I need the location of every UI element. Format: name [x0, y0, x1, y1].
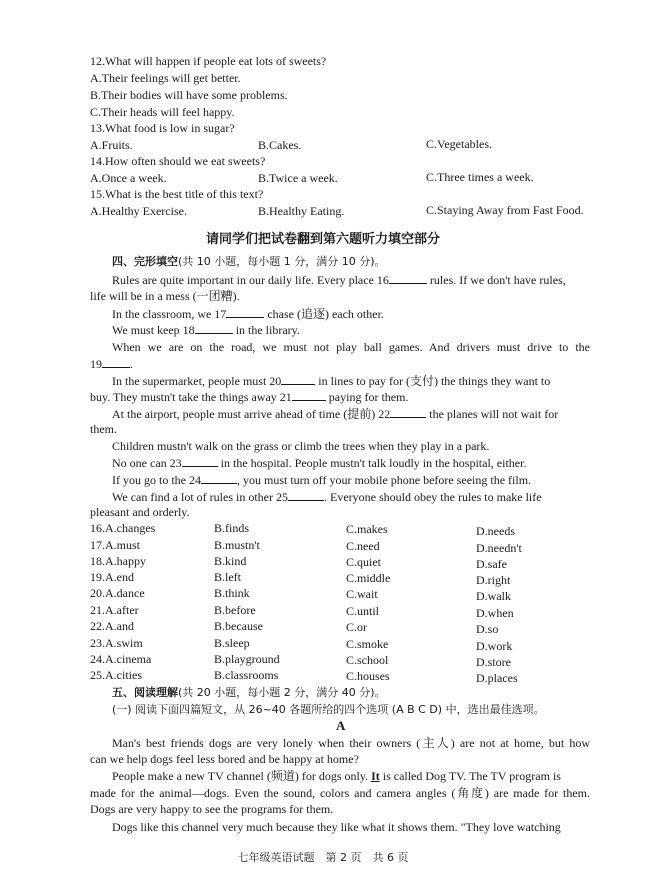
page-footer: 七年级英语试题 第 2 页 共 6 页 — [237, 851, 409, 864]
blank-21[interactable] — [292, 389, 326, 401]
opt-24d: D.store — [476, 655, 511, 669]
cloze-p2: In the classroom, we 17 chase (追逐) each other. — [112, 307, 384, 321]
q13-option-c: C.Vegetables. — [426, 137, 492, 151]
opt-19a: 19.A.end — [90, 570, 134, 584]
opt-22d: D.so — [476, 622, 499, 636]
q13-option-b: B.Cakes. — [258, 138, 302, 152]
cloze-p10-line2: pleasant and orderly. — [90, 505, 190, 519]
cloze-p6-line2: them. — [90, 422, 117, 436]
blank-20[interactable] — [281, 373, 315, 385]
opt-19d: D.right — [476, 573, 511, 587]
reading-p3-line1: Dogs like this channel very much because they like what it shows them. "They love watching — [112, 820, 561, 834]
blank-18[interactable] — [195, 322, 233, 334]
opt-18d: D.safe — [476, 557, 507, 571]
opt-17a: 17.A.must — [90, 538, 141, 552]
opt-25b: B.classrooms — [214, 668, 279, 682]
opt-24a: 24.A.cinema — [90, 652, 152, 666]
passage-a-label: A — [336, 718, 346, 733]
question-14: 14.How often should we eat sweets? — [90, 154, 266, 168]
section-5-score: (共 20 小题，每小题 2 分，满分 40 分)。 — [178, 686, 386, 699]
opt-23a: 23.A.swim — [90, 636, 143, 650]
blank-16[interactable] — [389, 272, 427, 284]
opt-18a: 18.A.happy — [90, 554, 146, 568]
opt-22c: C.or — [346, 620, 367, 634]
opt-17c: C.need — [346, 539, 380, 553]
opt-21b: B.before — [214, 603, 256, 617]
section-5-header — [112, 685, 386, 700]
reading-p2-line1: People make a new TV channel (频道) for dogs only. It is called Dog TV. The TV program is — [112, 769, 561, 783]
cloze-p10-line1: We can find a lot of rules in other 25 . Everyone should obey the rules to make life — [112, 490, 542, 504]
section-5-heading: 五、阅读理解 — [112, 686, 178, 699]
opt-25a: 25.A.cities — [90, 668, 142, 682]
reading-p2-line3: Dogs are very happy to see the programs for them. — [90, 802, 334, 816]
question-12: 12.What will happen if people eat lots of sweets? — [90, 54, 327, 68]
reading-p1-line1: Man's best friends dogs are very lonely when their owners (主人) are not at home, but how — [112, 736, 590, 750]
opt-20b: B.think — [214, 586, 250, 600]
section-4-heading: 四、完形填空 — [112, 255, 178, 268]
opt-23b: B.sleep — [214, 636, 250, 650]
opt-21a: 21.A.after — [90, 603, 139, 617]
q12-option-c: C.Their heads will feel happy. — [90, 105, 235, 119]
q14-option-b: B.Twice a week. — [258, 171, 338, 185]
opt-16b: B.finds — [214, 521, 250, 535]
question-15: 15.What is the best title of this text? — [90, 187, 264, 201]
blank-22[interactable] — [390, 406, 426, 418]
opt-22b: B.because — [214, 619, 263, 633]
cloze-p9: If you go to the 24 , you must turn off your mobile phone before seeing the film. — [112, 473, 532, 487]
cloze-p3: We must keep 18 in the library. — [112, 323, 300, 337]
opt-23c: C.smoke — [346, 637, 389, 651]
opt-20c: C.wait — [346, 587, 378, 601]
opt-18b: B.kind — [214, 554, 247, 568]
question-13: 13.What food is low in sugar? — [90, 121, 235, 135]
opt-20a: 20.A.dance — [90, 586, 145, 600]
turn-page-notice: 请同学们把试卷翻到第六题听力填空部分 — [205, 232, 440, 247]
q14-option-a: A.Once a week. — [90, 171, 167, 185]
opt-16a: 16.A.changes — [90, 521, 156, 535]
cloze-p1-line1: Rules are quite important in our daily life. Every place 16 rules. If we don't have rules, — [112, 273, 566, 287]
cloze-p4-line2: 19 . — [90, 357, 133, 371]
opt-17b: B.mustn't — [214, 538, 260, 552]
q15-option-c: C.Staying Away from Fast Food. — [426, 203, 584, 217]
opt-18c: C.quiet — [346, 555, 381, 569]
opt-25c: C.houses — [346, 669, 390, 683]
opt-21c: C.until — [346, 604, 380, 618]
opt-23d: D.work — [476, 639, 513, 653]
reading-p2-line2: made for the animal—dogs. Even the sound, colors and camera angles (角度) are made for them. — [90, 786, 590, 800]
opt-16d: D.needs — [476, 524, 515, 538]
opt-24b: B.playground — [214, 652, 280, 666]
cloze-p7: Children mustn't walk on the grass or climb the trees when they play in a park. — [112, 439, 490, 453]
opt-24c: C.school — [346, 653, 389, 667]
cloze-p1-line2: life will be in a mess (一团糟). — [90, 289, 240, 303]
opt-19c: C.middle — [346, 571, 391, 585]
opt-17d: D.needn't — [476, 541, 522, 555]
cloze-p4-line1: When we are on the road, we must not play ball games. And drivers must drive to the — [112, 340, 590, 354]
cloze-p5-line2: buy. They mustn't take the things away 21 paying for them. — [90, 390, 409, 404]
blank-24[interactable] — [201, 472, 237, 484]
opt-21d: D.when — [476, 606, 514, 620]
opt-20d: D.walk — [476, 589, 511, 603]
section-5-instruction: (一) 阅读下面四篇短文，从 26~40 各题所给的四个选项 (A B C D) 中，选出最佳选项。 — [112, 703, 545, 716]
q14-option-c: C.Three times a week. — [426, 170, 534, 184]
blank-25[interactable] — [288, 489, 324, 501]
cloze-p6-line1: At the airport, people must arrive ahead of time (提前) 22 the planes will not wait for — [112, 407, 559, 421]
q15-option-a: A.Healthy Exercise. — [90, 204, 187, 218]
section-4-header — [112, 254, 386, 269]
q12-option-a: A.Their feelings will get better. — [90, 71, 241, 85]
opt-22a: 22.A.and — [90, 619, 134, 633]
cloze-p8: No one can 23 in the hospital. People mustn't talk loudly in the hospital, either. — [112, 456, 527, 470]
opt-16c: C.makes — [346, 522, 388, 536]
blank-19[interactable] — [102, 356, 130, 368]
reading-p1-line2: can we help dogs feel less bored and be happy at home? — [90, 752, 359, 766]
q15-option-b: B.Healthy Eating. — [258, 204, 345, 218]
q13-option-a: A.Fruits. — [90, 138, 133, 152]
blank-17[interactable] — [226, 306, 264, 318]
opt-25d: D.places — [476, 671, 518, 685]
opt-19b: B.left — [214, 570, 241, 584]
blank-23[interactable] — [182, 455, 218, 467]
cloze-p5-line1: In the supermarket, people must 20 in lines to pay for (支付) the things they want to — [112, 374, 551, 388]
q12-option-b: B.Their bodies will have some problems. — [90, 88, 288, 102]
section-4-score: (共 10 小题，每小题 1 分，满分 10 分)。 — [178, 255, 386, 268]
underlined-it: It — [371, 769, 380, 783]
